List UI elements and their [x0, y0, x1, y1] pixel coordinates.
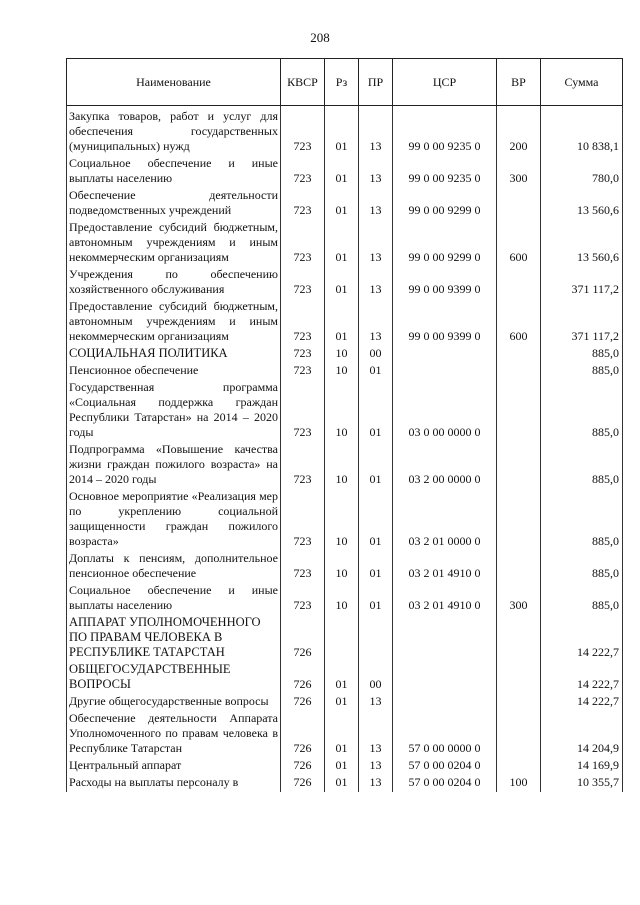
- row-name: СОЦИАЛЬНАЯ ПОЛИТИКА: [67, 346, 281, 363]
- row-rz: 10: [325, 489, 359, 551]
- row-name: АППАРАТ УПОЛНОМОЧЕННОГО ПО ПРАВАМ ЧЕЛОВЕКА В РЕСПУБЛИКЕ ТАТАРСТАН: [67, 615, 281, 662]
- row-name: Расходы на выплаты персоналу в: [67, 775, 281, 792]
- row-vr: 600: [497, 299, 541, 346]
- row-name: Обеспечение деятельности подведомственных учреждений: [67, 188, 281, 220]
- row-csr: 03 2 01 0000 0: [393, 489, 497, 551]
- row-pr: 00: [359, 662, 393, 694]
- table-row: [67, 363, 623, 380]
- row-pr: 13: [359, 775, 393, 792]
- table-row: [67, 758, 623, 775]
- row-sum: 10 355,7: [541, 775, 623, 792]
- row-kvsr: 723: [281, 363, 325, 380]
- row-vr: [497, 662, 541, 694]
- row-kvsr: 723: [281, 551, 325, 583]
- row-rz: 10: [325, 346, 359, 363]
- row-vr: 600: [497, 220, 541, 267]
- row-kvsr: 723: [281, 106, 325, 157]
- row-vr: [497, 267, 541, 299]
- row-csr: [393, 363, 497, 380]
- row-pr: 13: [359, 106, 393, 157]
- row-vr: 200: [497, 106, 541, 157]
- budget-table: [66, 58, 623, 792]
- row-name: Социальное обеспечение и иные выплаты населению: [67, 583, 281, 615]
- row-pr: 01: [359, 380, 393, 442]
- row-csr: 03 2 01 4910 0: [393, 583, 497, 615]
- header-pr: ПР: [359, 59, 393, 106]
- row-csr: 99 0 00 9235 0: [393, 106, 497, 157]
- row-pr: 01: [359, 442, 393, 489]
- row-sum: 885,0: [541, 380, 623, 442]
- row-pr: 01: [359, 363, 393, 380]
- row-csr: 03 2 01 4910 0: [393, 551, 497, 583]
- row-pr: 01: [359, 583, 393, 615]
- row-csr: [393, 346, 497, 363]
- table-header-row: [67, 59, 623, 106]
- row-rz: 01: [325, 188, 359, 220]
- row-pr: 00: [359, 346, 393, 363]
- row-sum: 13 560,6: [541, 220, 623, 267]
- row-rz: 01: [325, 156, 359, 188]
- row-name: Предоставление субсидий бюджетным, автономным учреждениям и иным некоммерческим организациям: [67, 220, 281, 267]
- row-name: Предоставление субсидий бюджетным, автономным учреждениям и иным некоммерческим организациям: [67, 299, 281, 346]
- row-pr: 13: [359, 156, 393, 188]
- row-rz: 10: [325, 363, 359, 380]
- table-row: [67, 188, 623, 220]
- row-kvsr: 723: [281, 299, 325, 346]
- header-name: Наименование: [67, 59, 281, 106]
- row-pr: 13: [359, 188, 393, 220]
- header-sum: Сумма: [541, 59, 623, 106]
- row-vr: [497, 188, 541, 220]
- row-vr: [497, 363, 541, 380]
- row-kvsr: 723: [281, 346, 325, 363]
- row-vr: [497, 711, 541, 758]
- row-rz: 01: [325, 220, 359, 267]
- row-pr: 01: [359, 489, 393, 551]
- row-kvsr: 726: [281, 694, 325, 711]
- row-csr: [393, 615, 497, 662]
- row-name: Центральный аппарат: [67, 758, 281, 775]
- table-row: [67, 583, 623, 615]
- row-sum: 14 222,7: [541, 662, 623, 694]
- table-row: [67, 775, 623, 792]
- page-number: 208: [310, 30, 330, 45]
- row-vr: [497, 694, 541, 711]
- row-vr: [497, 615, 541, 662]
- table-body: [67, 106, 623, 793]
- row-vr: [497, 551, 541, 583]
- row-name: Социальное обеспечение и иные выплаты населению: [67, 156, 281, 188]
- row-sum: 371 117,2: [541, 299, 623, 346]
- row-kvsr: 723: [281, 267, 325, 299]
- row-vr: [497, 380, 541, 442]
- row-sum: 14 204,9: [541, 711, 623, 758]
- row-name: Учреждения по обеспечению хозяйственного обслуживания: [67, 267, 281, 299]
- row-rz: 01: [325, 299, 359, 346]
- row-name: Основное мероприятие «Реализация мер по укреплению социальной защищенности граждан пожилого возраста»: [67, 489, 281, 551]
- row-csr: 57 0 00 0000 0: [393, 711, 497, 758]
- row-sum: 885,0: [541, 551, 623, 583]
- row-kvsr: 723: [281, 188, 325, 220]
- row-kvsr: 726: [281, 662, 325, 694]
- header-vr: ВР: [497, 59, 541, 106]
- table-row: [67, 380, 623, 442]
- row-kvsr: 723: [281, 583, 325, 615]
- table-row: [67, 489, 623, 551]
- table-row: [67, 442, 623, 489]
- row-rz: 01: [325, 694, 359, 711]
- header-csr: ЦСР: [393, 59, 497, 106]
- row-name: ОБЩЕГОСУДАРСТВЕННЫЕ ВОПРОСЫ: [67, 662, 281, 694]
- budget-table-container: [66, 58, 622, 792]
- row-kvsr: 726: [281, 615, 325, 662]
- row-sum: 885,0: [541, 363, 623, 380]
- row-name: Другие общегосударственные вопросы: [67, 694, 281, 711]
- row-csr: 03 0 00 0000 0: [393, 380, 497, 442]
- row-name: Обеспечение деятельности Аппарата Уполномоченного по правам человека в Республике Татарстан: [67, 711, 281, 758]
- row-kvsr: 723: [281, 220, 325, 267]
- row-kvsr: 726: [281, 711, 325, 758]
- row-csr: 99 0 00 9299 0: [393, 188, 497, 220]
- row-sum: 885,0: [541, 442, 623, 489]
- row-name: Подпрограмма «Повышение качества жизни граждан пожилого возраста» на 2014 – 2020 годы: [67, 442, 281, 489]
- row-csr: [393, 694, 497, 711]
- row-sum: 885,0: [541, 583, 623, 615]
- row-vr: 300: [497, 156, 541, 188]
- row-pr: 13: [359, 694, 393, 711]
- row-sum: 14 222,7: [541, 615, 623, 662]
- row-rz: 01: [325, 775, 359, 792]
- row-sum: 13 560,6: [541, 188, 623, 220]
- row-sum: 10 838,1: [541, 106, 623, 157]
- row-sum: 885,0: [541, 489, 623, 551]
- row-rz: 10: [325, 583, 359, 615]
- row-csr: 99 0 00 9235 0: [393, 156, 497, 188]
- row-rz: 10: [325, 380, 359, 442]
- row-csr: 57 0 00 0204 0: [393, 758, 497, 775]
- table-row: [67, 156, 623, 188]
- row-sum: 885,0: [541, 346, 623, 363]
- row-kvsr: 723: [281, 156, 325, 188]
- row-vr: [497, 442, 541, 489]
- table-row: [67, 220, 623, 267]
- row-csr: 57 0 00 0204 0: [393, 775, 497, 792]
- row-kvsr: 723: [281, 442, 325, 489]
- row-csr: 99 0 00 9299 0: [393, 220, 497, 267]
- table-row: [67, 346, 623, 363]
- table-row: [67, 106, 623, 157]
- row-pr: 13: [359, 299, 393, 346]
- table-row: [67, 267, 623, 299]
- table-row: [67, 694, 623, 711]
- row-vr: 100: [497, 775, 541, 792]
- row-name: Доплаты к пенсиям, дополнительное пенсионное обеспечение: [67, 551, 281, 583]
- row-pr: [359, 615, 393, 662]
- row-rz: 10: [325, 551, 359, 583]
- row-vr: [497, 758, 541, 775]
- row-vr: [497, 489, 541, 551]
- header-kvsr: КВСР: [281, 59, 325, 106]
- row-vr: [497, 346, 541, 363]
- table-row: [67, 711, 623, 758]
- row-rz: 01: [325, 662, 359, 694]
- row-csr: 99 0 00 9399 0: [393, 267, 497, 299]
- table-row: [67, 299, 623, 346]
- row-vr: 300: [497, 583, 541, 615]
- row-rz: 01: [325, 106, 359, 157]
- row-rz: 10: [325, 442, 359, 489]
- row-sum: 780,0: [541, 156, 623, 188]
- row-kvsr: 723: [281, 489, 325, 551]
- table-row: [67, 615, 623, 662]
- row-sum: 14 222,7: [541, 694, 623, 711]
- row-rz: [325, 615, 359, 662]
- row-name: Пенсионное обеспечение: [67, 363, 281, 380]
- row-kvsr: 726: [281, 775, 325, 792]
- row-pr: 13: [359, 711, 393, 758]
- row-csr: 03 2 00 0000 0: [393, 442, 497, 489]
- row-kvsr: 723: [281, 380, 325, 442]
- row-pr: 13: [359, 758, 393, 775]
- row-kvsr: 726: [281, 758, 325, 775]
- row-sum: 371 117,2: [541, 267, 623, 299]
- row-rz: 01: [325, 758, 359, 775]
- row-csr: [393, 662, 497, 694]
- row-pr: 01: [359, 551, 393, 583]
- row-name: Закупка товаров, работ и услуг для обеспечения государственных (муниципальных) нужд: [67, 106, 281, 157]
- row-rz: 01: [325, 711, 359, 758]
- row-rz: 01: [325, 267, 359, 299]
- row-pr: 13: [359, 220, 393, 267]
- row-name: Государственная программа «Социальная поддержка граждан Республики Татарстан» на 2014 – 2020 годы: [67, 380, 281, 442]
- row-pr: 13: [359, 267, 393, 299]
- row-sum: 14 169,9: [541, 758, 623, 775]
- row-csr: 99 0 00 9399 0: [393, 299, 497, 346]
- table-row: [67, 662, 623, 694]
- table-row: [67, 551, 623, 583]
- header-rz: Рз: [325, 59, 359, 106]
